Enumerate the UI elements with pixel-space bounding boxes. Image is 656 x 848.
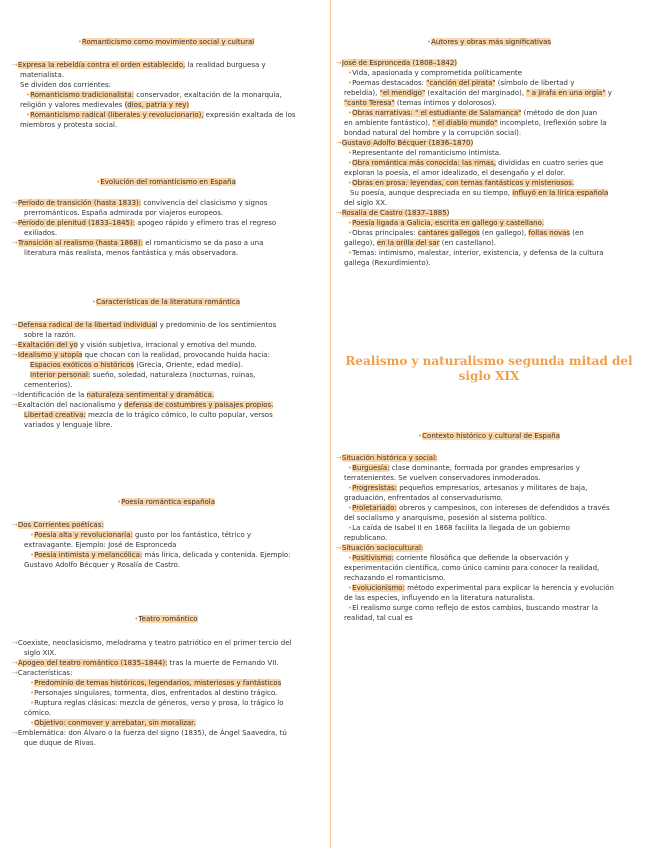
contexto-block: →Situación histórica y social: •Burguesía: clase dominante, formada por grandes empresarios y terratenientes. Se vuelven conservadores inmoderados. •Progresistas: pequeños empresarios, artesanos y militares de baja, graduación, enfrentados al conservadurismo. •Proletariado: obreros y campesinos, con intereses de defendidos a través del socialismo y anarquismo, posesión al sistema político. •La caída de Isabel II en 1868 facilita la llegada de un gobierno republicano. →Situación sociocultural: •Positivismo: corriente filosófica que defiende la observación y experimentación científica, como único camino para conocer la realidad, rechazando el romanticismo. •Evolucionismo: método experimental para explicar la herencia y evolución de las especies, influyendo en la literatura naturalista. •El realismo surge como reflejo de estos cambios, buscando mostrar la realidad, tal cual es: [336, 454, 614, 622]
section-heading-romanticismo: •Romanticismo como movimiento social y cultural: [77, 38, 255, 46]
section-heading-poesia: •Poesía romántica española: [116, 498, 216, 506]
section-heading-evolucion: •Evolución del romanticismo en España: [96, 178, 236, 186]
section-heading-teatro: •Teatro romántico: [134, 615, 198, 623]
autores-block: →José de Espronceda (1808–1842) •Vida, apasionada y comprometida políticamente •Poemas destacados: "canción del pirata" (símbolo de libertad y rebeldía), "el mendigo" (exaltación del marginado), " a jirafa en una orgía" y "canto Teresa" (temas íntimos y dolorosos). •Obras narrativas: " el estudiante de Salamanca" (método de don Juan en ambiente fantástico), " el diablo mundo" incompleto, (reflexión sobre la bondad natural del hombre y la corrupción social). →Gustavo Adolfo Bécquer (1836–1870) •Representante del romanticismo intimista. •Obra romántica más conocida: las rimas, divididas en cuatro series que exploran la poesía, el amor idealizado, el desengaño y el dolor. •Obras en prosa: leyendas, con temas fantásticos y misteriosos. Su poesía, aunque despreciada en su tiempo, influyó en la lírica española del siglo XX. →Rosalía de Castro (1837–1885) •Poesía ligada a Galicia, escrita en gallego y castellano. •Obras principales: cantares gallegos (en gallego), follas novas (en gallego), en la orilla del sar (en castellano). •Temas: intimismo, malestar, interior, existencia, y defensa de la cultura gallega (Rexurdimiento).: [336, 59, 612, 267]
section-heading-caracteristicas: •Características de la literatura romántica: [91, 298, 241, 306]
column-divider: [330, 0, 331, 848]
romanticismo-block: →Expresa la rebeldía contra el orden establecido, la realidad burguesa y materialista. Se dividen dos corrientes: •Romanticismo tradicionalista: conservador, exaltación de la monarquía, religión y valores medievales (dios, patria y rey) •Romanticismo radical (liberales y revolucionario), expresión exaltada de los miembros y protesta social.: [12, 61, 296, 129]
caracteristicas-block: →Defensa radical de la libertad individual y predominio de los sentimientos sobre la razón. →Exaltación del yo y visión subjetiva, irracional y emotiva del mundo. →Idealismo y utopía que chocan con la realidad, provocando huida hacia: Espacios exóticos o históricos (Grecia, Oriente, edad media). Interior personal: sueño, soledad, naturaleza (nocturnas, ruinas, cementerios). →Identificación de la naturaleza sentimental y dramática. →Exaltación del nacionalismo y defensa de costumbres y paisajes propios. Libertad creativa: mezcla de lo trágico cómico, lo culto popular, versos variados y lenguaje libre.: [12, 321, 277, 429]
page-title-realismo: Realismo y naturalismo segunda mitad del siglo XIX: [345, 354, 633, 383]
section-heading-autores: •Autores y obras más significativas: [426, 38, 552, 46]
teatro-block: →Coexiste, neoclasicismo, melodrama y teatro patriótico en el primer tercio del siglo XIX. →Apogeo del teatro romántico (1835–1844): tras la muerte de Fernando VII. →Características: •Predominio de temas históricos, legendarios, misteriosos y fantásticos •Personajes singulares, tormenta, dios, enfrentados al destino trágico. •Ruptura reglas clásicas: mezcla de géneros, verso y prosa, lo trágico lo cómico. •Objetivo: conmover y arrebatar, sin moralizar. →Emblemática: don Álvaro o la fuerza del signo (1835), de Ángel Saavedra, tú que duque de Rivas.: [12, 639, 292, 747]
poesia-block: →Dos Corrientes poéticas: •Poesía alta y revolucionaria: gusto por los fantástico, tétrico y extravagante. Ejemplo: José de Espronceda •Poesía intimista y melancólica: más lírica, delicada y contenida. Ejemplo: Gustavo Adolfo Bécquer y Rosalía de Castro.: [12, 521, 291, 569]
section-heading-contexto: •Contexto histórico y cultural de España: [418, 432, 560, 440]
evolucion-block: →Período de transición (hasta 1833): convivencia del clasicismo y signos prerrománticos. España admirada por viajeros europeos. →Período de plenitud (1833–1845): apogeo rápido y efímero tras el regreso exiliados. →Transición al realismo (hasta 1868): el romanticismo se da paso a una literatura más realista, menos fantástica y más observadora.: [12, 199, 277, 257]
